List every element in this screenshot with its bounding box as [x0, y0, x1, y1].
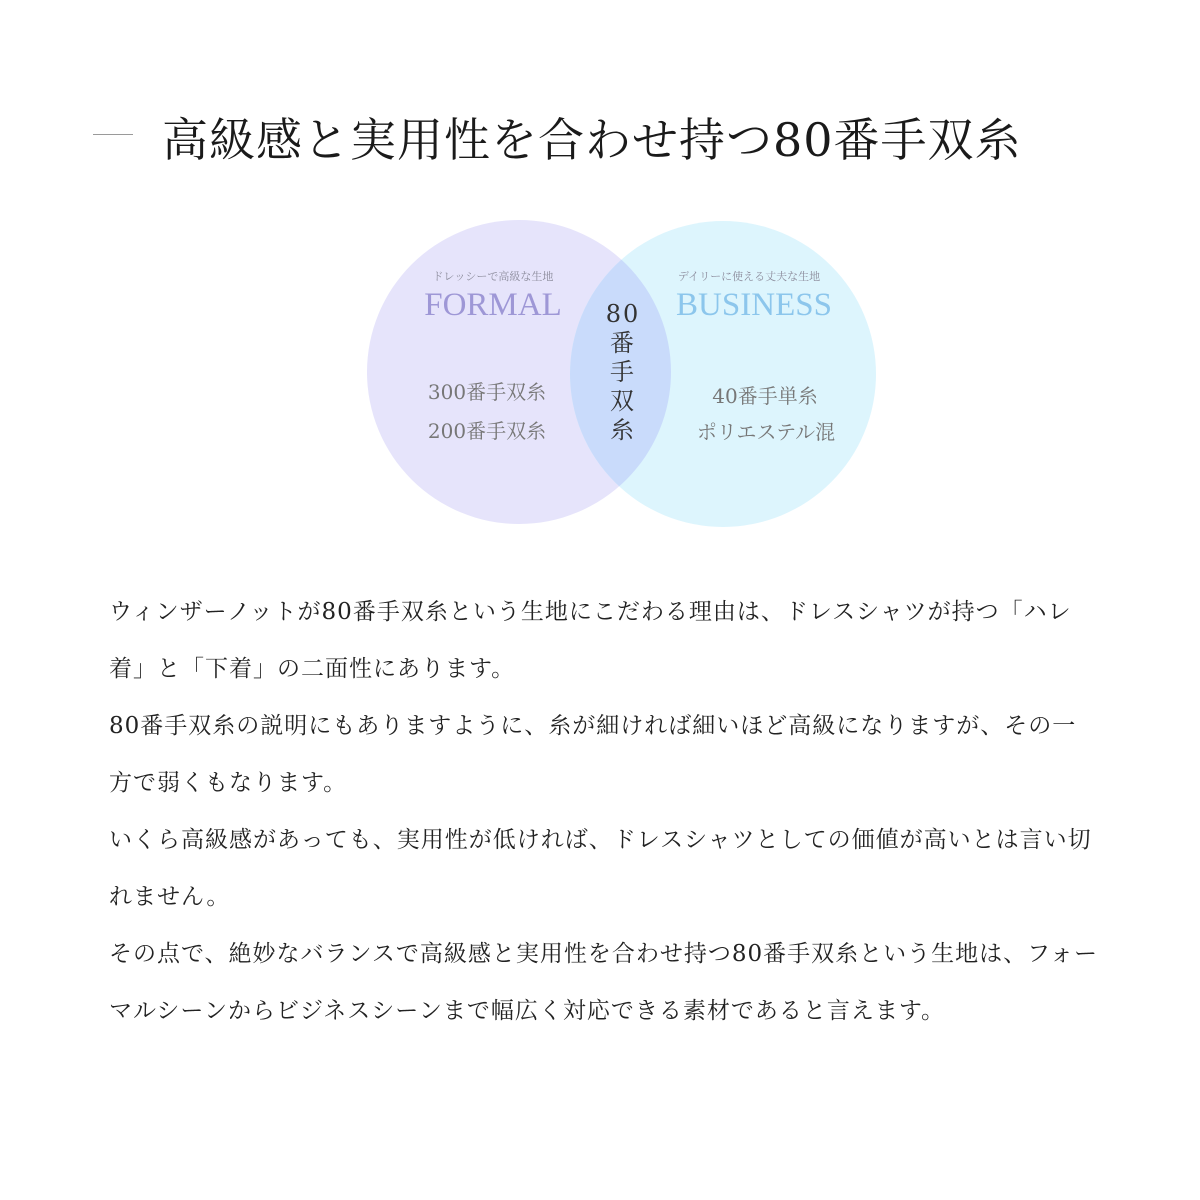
formal-item: 300番手双糸 — [427, 380, 547, 404]
business-item: ポリエステル混 — [696, 420, 836, 444]
overlap-label — [603, 300, 643, 445]
venn-diagram — [0, 0, 1200, 560]
overlap-char: 番 — [610, 329, 636, 357]
paragraph: いくら高級感があっても、実用性が低ければ、ドレスシャツとしての価値が高いとは言い切れません。 — [109, 827, 1092, 910]
body-text — [109, 584, 1099, 1040]
page-title: 高級感と実用性を合わせ持つ80番手双糸 — [162, 113, 1022, 167]
formal-title: FORMAL — [424, 287, 562, 323]
overlap-char: 糸 — [610, 416, 636, 444]
business-title: BUSINESS — [676, 287, 832, 323]
overlap-char: 手 — [610, 358, 636, 386]
paragraph: その点で、絶妙なバランスで高級感と実用性を合わせ持つ80番手双糸という生地は、フォーマルシーンからビジネスシーンまで幅広く対応できる素材であると言えます。 — [109, 941, 1098, 1024]
business-item: 40番手単糸 — [712, 384, 818, 408]
overlap-char: 80 — [605, 300, 641, 328]
formal-subtitle: ドレッシーで高級な生地 — [432, 270, 554, 283]
paragraph: 80番手双糸の説明にもありますように、糸が細ければ細いほど高級になりますが、その一方で弱くもなります。 — [109, 713, 1077, 796]
business-subtitle: デイリーに使える丈夫な生地 — [677, 270, 821, 283]
overlap-char: 双 — [610, 387, 636, 415]
paragraph: ウィンザーノットが80番手双糸という生地にこだわる理由は、ドレスシャツが持つ「ハレ着」と「下着」の二面性にあります。 — [109, 599, 1072, 682]
formal-item: 200番手双糸 — [427, 419, 547, 443]
